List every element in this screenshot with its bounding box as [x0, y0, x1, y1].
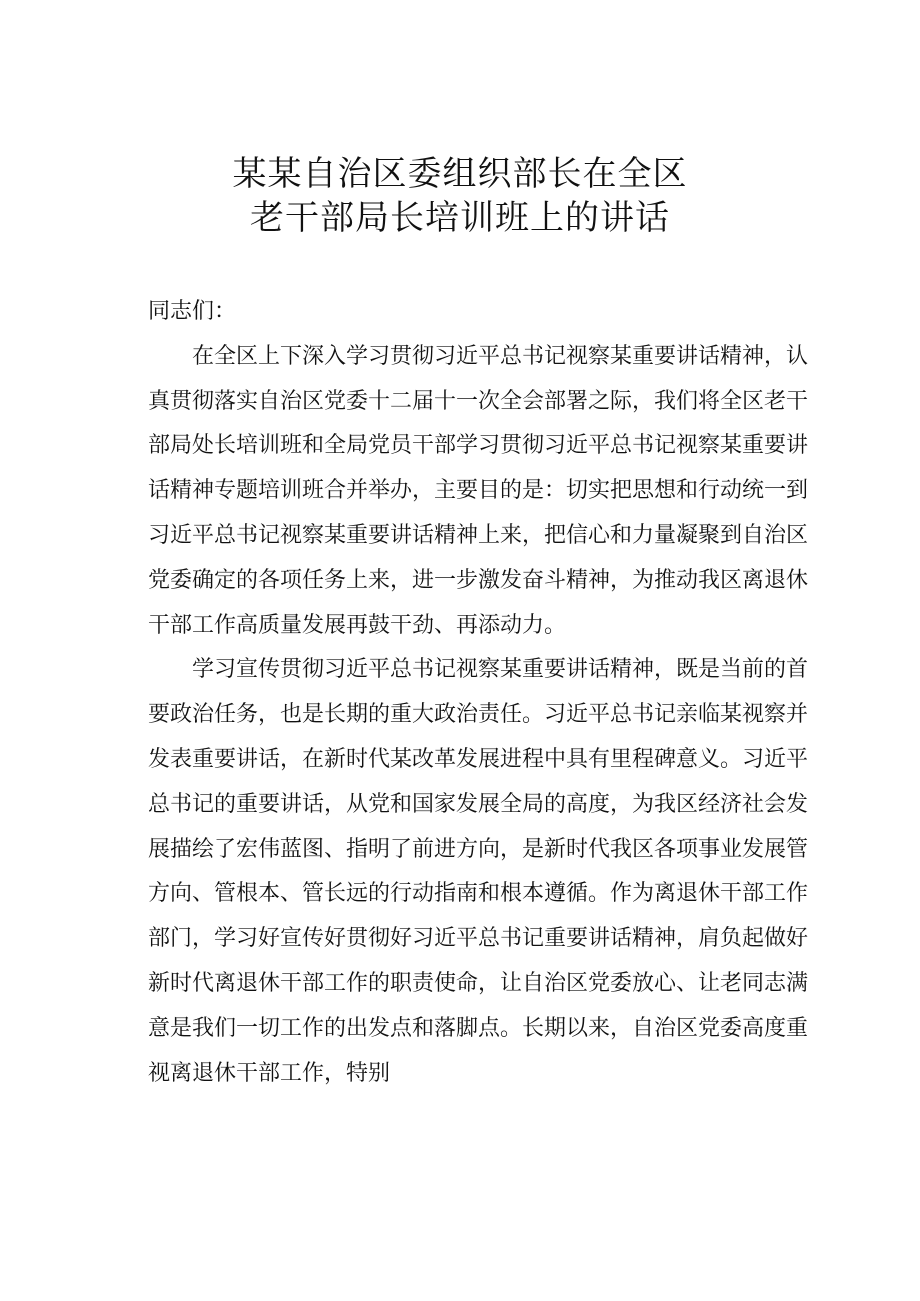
title-line-1: 某某自治区委组织部长在全区	[232, 154, 688, 194]
document-title	[0, 152, 920, 240]
document-body	[148, 290, 808, 1096]
paragraph-1: 在全区上下深入学习贯彻习近平总书记视察某重要讲话精神，认真贯彻落实自治区党委十二届十一次全会部署之际，我们将全区老干部局处长培训班和全局党员干部学习贯彻习近平总书记视察某重要讲话精神专题培训班合并举办，主要目的是：切实把思想和行动统一到习近平总书记视察某重要讲话精神上来，把信心和力量凝聚到自治区党委确定的各项任务上来，进一步激发奋斗精神，为推动我区离退休干部工作高质量发展再鼓干劲、再添动力。	[148, 343, 809, 638]
title-line-2: 老干部局长培训班上的讲话	[250, 198, 670, 238]
salutation: 同志们：	[148, 299, 237, 324]
paragraph-2: 学习宣传贯彻习近平总书记视察某重要讲话精神，既是当前的首要政治任务，也是长期的重大政治责任。习近平总书记亲临某视察并发表重要讲话，在新时代某改革发展进程中具有里程碑意义。习近平总书记的重要讲话，从党和国家发展全局的高度，为我区经济社会发展描绘了宏伟蓝图、指明了前进方向，是新时代我区各项事业发展管方向、管根本、管长远的行动指南和根本遵循。作为离退休干部工作部门，学习好宣传好贯彻好习近平总书记重要讲话精神，肩负起做好新时代离退休干部工作的职责使命，让自治区党委放心、让老同志满意是我们一切工作的出发点和落脚点。长期以来，自治区党委高度重视离退休干部工作，特别	[148, 657, 809, 1086]
